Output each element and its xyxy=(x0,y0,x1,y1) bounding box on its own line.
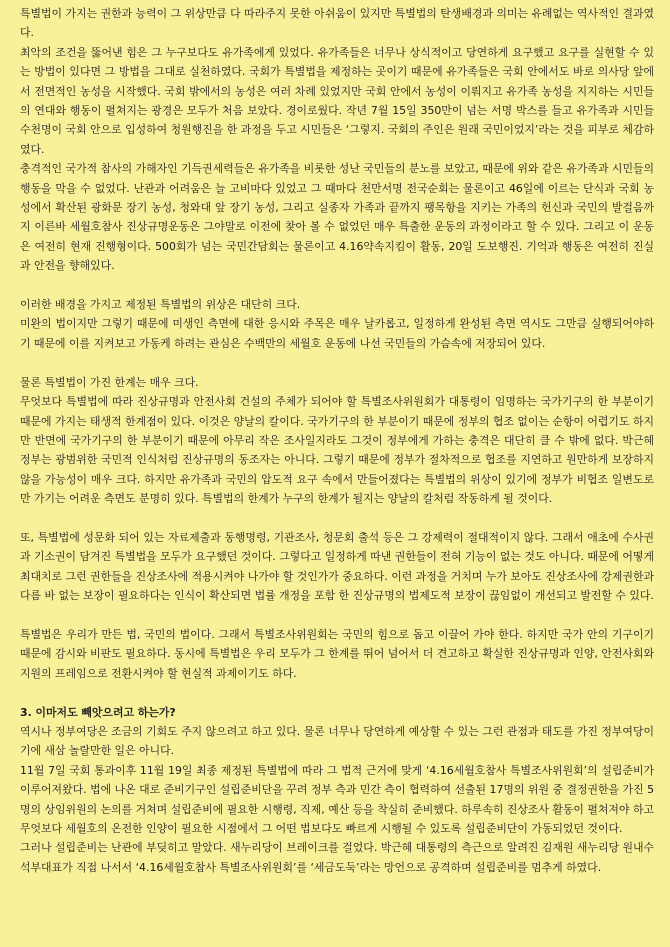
spacer xyxy=(20,606,654,625)
paragraph-legacy-of-special-law: 특별법이 가지는 권한과 능력이 그 위상만큼 다 따라주지 못한 아쉬움이 있지만 특별법의 탄생배경과 의미는 유례없는 역사적인 결과였다. xyxy=(20,7,655,40)
paragraph-double-edged-sword: 무엇보다 특별법에 따라 진상규명과 안전사회 건설의 주체가 되어야 할 특별조사위원회가 대통령이 임명하는 국가기구의 한 부분이기 때문에 가지는 태생적 한계점이 있다. 이것은 양날의 칼이다. 국가기구의 한 부분이기 때문에 정부의 협조 없이는 순항이 어렵기도 하지만 반면에 국가기구의 한 부분이기 때문에 아무리 작은 조사일지라도 그것이 정부에게 가하는 충격은 대단히 클 수 밖에 없다. 박근혜 정부는 광범위한 국민적 인식처럼 진상규명의 동조자는 아니다. 그렇기 때문에 정부가 절차적으로 협조를 지연하고 원만하게 보장하지 않을 가능성이 매우 크다. 하지만 유가족과 국민의 압도적 요구 속에서 만들어졌다는 특별법의 위상이 있기에 정부가 비협조 일변도로만 가기는 어려운 측면도 분명히 있다. 특별법의 한계가 누구의 한계가 될지는 양날의 칼처럼 작동하게 될 것이다. xyxy=(20,395,654,506)
spacer xyxy=(20,353,654,372)
paragraph-enforcement-powers: 또, 특별법에 성문화 되어 있는 자료제출과 동행명령, 기관조사, 청문회 출석 등은 그 강제력이 절대적이지 않다. 그래서 애초에 수사권과 기소권이 담겨진 특별법을 모두가 요구했던 것이다. 그렇다고 일정하게 따낸 권한들이 전혀 기능이 없는 것도 아니다. 때문에 어떻게 최대치로 그런 권한들을 진상조사에 적용시켜야 나가야 할 것인가가 중요하다. 이런 과정을 거치며 누가 보아도 진상조사에 강제권한과 다름 바 없는 보장이 필요하다는 인식이 확산되면 법률 개정을 포함 한 진상규명의 법제도적 보장이 끊임없이 개선되고 발전할 수 있다. xyxy=(20,530,655,603)
section-heading: 3. 이마저도 빼앗으려고 하는가? xyxy=(20,705,176,719)
paragraph-government-stance: 역시나 정부여당은 조금의 기회도 주지 않으려고 하고 있다. 물론 너무나 당연하게 예상할 수 있는 그런 관점과 태도를 가진 정부여당이기에 새삼 놀랄만한 일은 아니다. xyxy=(20,724,654,758)
paragraph-truth-movement: 충격적인 국가적 참사의 가해자인 기득권세력들은 유가족을 비롯한 성난 국민들의 분노를 보았고, 때문에 위와 같은 유가족과 시민들의 행동을 막을 수 없었다. 난관과 어려움은 늘 고비마다 있었고 그 때마다 천만서명 전국순회는 물론이고 46일에 이르는 단식과 국회 농성에서 확산된 광화문 장기 농성, 청와대 앞 장기 농성, 그리고 실종자 가족과 끝까지 팽목항을 지키는 가족의 헌신과 국민의 발걸음까지 이른바 세월호참사 진상규명운동은 그야말로 이전에 찾아 볼 수 없었던 매우 특출한 운동의 과정이라고 할 수 있다. 그리고 이 운동은 여전히 현재 진행형이다. 500회가 넘는 국민간담회는 물론이고 4.16약속지킴이 활동, 20일 도보행진. 기억과 행동은 여전히 진실과 안전을 향해있다. xyxy=(20,162,655,273)
paragraph-law-limits: 물론 특별법이 가진 한계는 매우 크다. xyxy=(20,375,199,389)
paragraph-unfinished-law: 미완의 법이지만 그렇기 때문에 미생인 측면에 대한 응시와 주목은 매우 날카롭고, 일정하게 완성된 측면 역시도 그만큼 실행되어야하기 때문에 이를 지켜보고 가동케 하려는 관심은 수백만의 세월호 운동에 나선 국민들의 가슴속에 저장되어 있다. xyxy=(20,317,654,350)
spacer xyxy=(20,683,654,702)
paragraph-preparation-process: 11월 7일 국회 통과이후 11월 19일 최종 제정된 특별법에 따라 그 법적 근거에 맞게 ‘4.16세월호참사 특별조사위원회’의 설립준비가 이루어져왔다. 법에 나온 대로 준비기구인 설립준비단을 꾸려 정부 측과 민간 측이 협력하여 선출된 17명의 위원 중 결정권한을 가진 5명의 상임위원의 논의를 거쳐며 설립준비에 필요한 시행령, 직제, 예산 등을 착실히 준비했다. 하루속히 진상조사 활동이 펼쳐져야 하고 무엇보다 세월호의 온전한 인양이 필요한 시점에서 그 어떤 법보다도 빠르게 시행될 수 있도록 설립준비단이 가동되었던 것이다. xyxy=(20,763,654,835)
paragraph-peoples-law: 특별법은 우리가 만든 법, 국민의 법이다. 그래서 특별조사위원회는 국민의 힘으로 돕고 이끌어 가야 한다. 하지만 국가 안의 기구이기 때문에 감시와 비판도 필요하다. 동시에 특별법은 우리 모두가 그 한계를 뛰어 넘어서 더 견고하고 확실한 진상규명과 인양, 안전사회와 지원의 프레임으로 전환시켜야 할 현실적 과제이기도 하다. xyxy=(20,627,654,680)
spacer xyxy=(20,509,654,528)
spacer xyxy=(20,276,654,295)
paragraph-obstruction: 그러나 설립준비는 난관에 부딪히고 말았다. 새누리당이 브레이크를 걸었다. 박근혜 대통령의 측근으로 알려진 김재원 새누리당 원내수석부대표가 직접 나서서 ‘4.16세월호참사 특별조사위원회’를 ‘세금도둑’라는 망언으로 공격하며 설립준비를 멈추게 하였다. xyxy=(20,841,655,874)
paragraph-families-struggle: 최악의 조건을 뚫어낸 힘은 그 누구보다도 유가족에게 있었다. 유가족들은 너무나 상식적이고 당연하게 요구했고 요구를 실현할 수 있는 방법이 있다면 그 방법을 그대로 실천하였다. 국회가 특별법을 제정하는 곳이기 때문에 유가족들은 국회 안에서도 바로 의사당 앞에서 전면적인 농성을 시작했다. 국회 밖에서의 농성은 여러 차례 있었지만 국회 안에서 농성이 이뤄지고 유가족 농성을 지지하는 시민들의 연대와 행동이 펼쳐지는 광경은 모두가 처음 보았다. 경이로웠다. 작년 7월 15일 350만이 넘는 서명 박스를 들고 유가족과 시민들 수천명이 국회 안으로 입성하여 청원행진을 한 과정을 두고 시민들은 ‘그렇지. 국회의 주인은 원래 국민이었지’라는 것을 피부로 체감하였다. xyxy=(20,45,654,156)
paragraph-law-status: 이러한 배경을 가지고 제정된 특별법의 위상은 대단히 크다. xyxy=(20,298,301,312)
